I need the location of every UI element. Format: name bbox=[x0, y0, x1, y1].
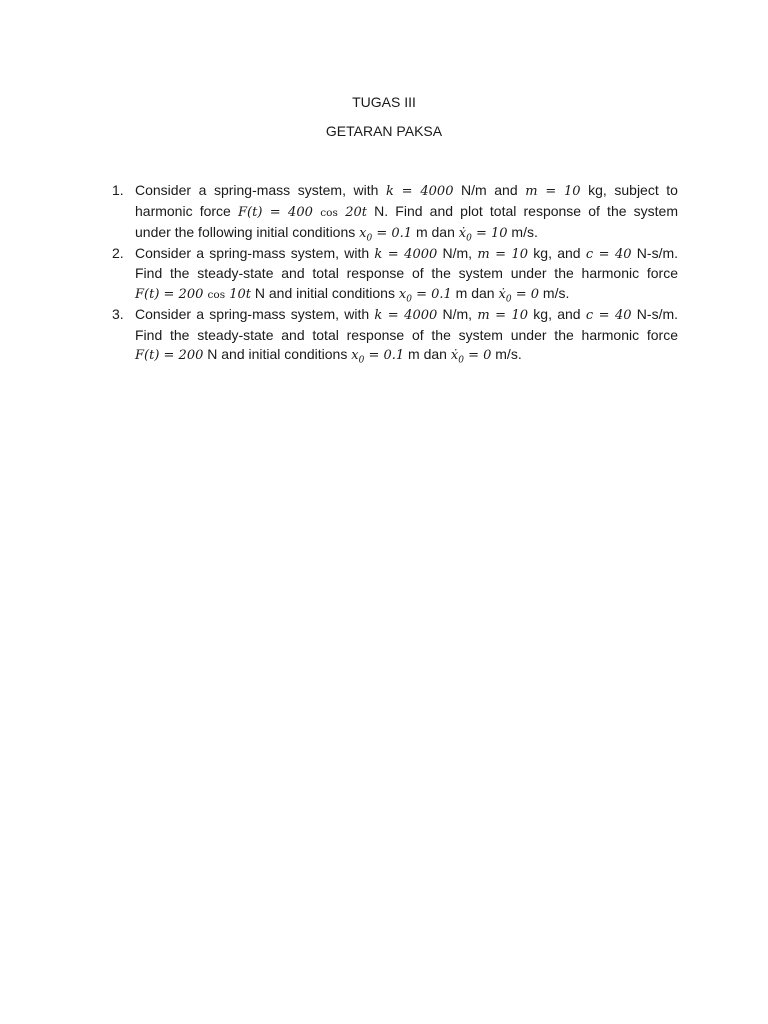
math-expression: c = 40 bbox=[585, 308, 632, 323]
math-expression: $x_0 = 0.1$ bbox=[359, 226, 413, 244]
problem-line: F(t) = 200 cos 10t N and initial conditions $x_0 = 0.1$ m dan ẋ$_0$ = 0 m/s. bbox=[135, 284, 570, 305]
problem-number: 3. bbox=[112, 306, 124, 322]
document-title: TUGAS III bbox=[352, 94, 416, 110]
math-expression: k = 4000 bbox=[374, 246, 438, 262]
problem-line: F(t) = 200 N and initial conditions $x_0 = 0.1$ m dan ẋ$_0$ = 0 m/s. bbox=[135, 346, 522, 366]
math-expression: $x_0 = 0.1$ bbox=[398, 286, 452, 305]
problem-line: Consider a spring-mass system, with k = 4000 N/m, m = 10 kg, and c = 40 N-s/m. bbox=[135, 244, 679, 262]
problem-number: 2. bbox=[112, 244, 124, 261]
math-expression: F(t) = 200 bbox=[135, 348, 204, 363]
math-expression: m = 10 bbox=[525, 184, 581, 199]
problem-item-1 bbox=[112, 181, 678, 244]
math-expression: c = 40 bbox=[585, 246, 632, 262]
math-expression: ẋ$_0$ = 0 bbox=[450, 348, 492, 366]
problem-line: Consider a spring-mass system, with k = 4000 N/m and m = 10 kg, subject to bbox=[135, 182, 678, 199]
problem-line: Find the steady-state and total response of the system under the harmonic force bbox=[135, 326, 678, 343]
problem-number: 1. bbox=[112, 182, 124, 198]
math-expression: k = 4000 bbox=[374, 308, 438, 323]
math-expression: ẋ$_0$ = 0 bbox=[498, 286, 540, 305]
problem-line: harmonic force F(t) = 400 cos 20t N. Find and plot total response of the system bbox=[135, 202, 679, 220]
math-expression: k = 4000 bbox=[386, 184, 454, 199]
problem-list bbox=[112, 181, 678, 366]
problem-line: Find the steady-state and total response of the system under the harmonic force bbox=[135, 265, 678, 281]
math-expression: ẋ$_0$ = 10 bbox=[458, 226, 508, 244]
math-expression: m = 10 bbox=[477, 308, 529, 323]
math-expression: F(t) = 200 cos 10t bbox=[135, 286, 251, 302]
math-expression: F(t) = 400 cos 20t bbox=[238, 204, 368, 220]
math-expression: m = 10 bbox=[477, 246, 529, 262]
problem-line: under the following initial conditions $x_0 = 0.1$ m dan ẋ$_0$ = 10 m/s. bbox=[135, 224, 538, 244]
problem-item-3 bbox=[112, 305, 678, 366]
problem-line: Consider a spring-mass system, with k = 4000 N/m, m = 10 kg, and c = 40 N-s/m. bbox=[135, 306, 679, 323]
problem-item-2 bbox=[112, 244, 678, 306]
document-subtitle: GETARAN PAKSA bbox=[325, 123, 443, 139]
math-expression: $x_0 = 0.1$ bbox=[351, 348, 405, 366]
